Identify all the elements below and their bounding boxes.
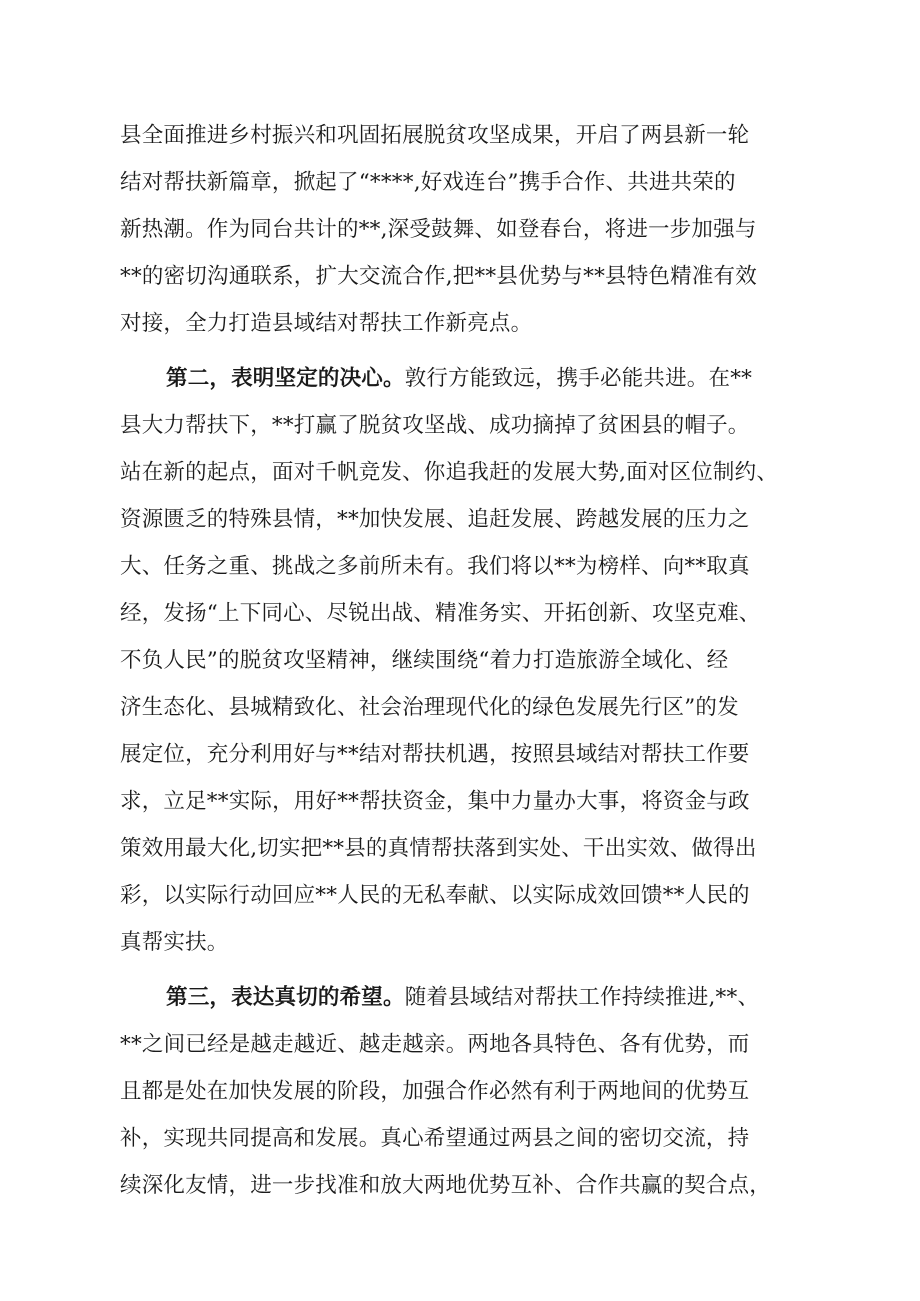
text-run: 敦行方能致远，携手必能共进。在** — [404, 366, 753, 391]
text-line: 策效用最大化,切实把**县的真情帮扶落到实处、干出实效、做得出 — [120, 836, 757, 861]
text-line: 结对帮扶新篇章，掀起了“****,好戏连台”携手合作、共进共荣的 — [120, 170, 736, 195]
text-line: 求，立足**实际，用好**帮扶资金，集中力量办大事，将资金与政 — [120, 789, 750, 814]
text-line: 彩，以实际行动回应**人民的无私奉献、以实际成效回馈**人民的 — [120, 883, 750, 908]
paragraph-heading: 第二，表明坚定的决心。 — [166, 366, 405, 391]
paragraph-2 — [120, 355, 810, 966]
text-line: 且都是处在加快发展的阶段，加强合作必然有利于两地间的优势互 — [120, 1079, 750, 1104]
text-line: 不负人民”的脱贫攻坚精神，继续围绕“着力打造旅游全域化、经 — [120, 648, 729, 673]
text-line: 续深化友情，进一步找准和放大两地优势互补、合作共赢的契合点， — [120, 1173, 772, 1198]
text-line: 站在新的起点，面对千帆竞发、你追我赶的发展大势,面对区位制约、 — [120, 460, 779, 485]
text-line: 大、任务之重、挑战之多前所未有。我们将以**为榜样、向**取真 — [120, 554, 750, 579]
text-line: 县全面推进乡村振兴和巩固拓展脱贫攻坚成果，开启了两县新一轮 — [120, 123, 750, 148]
text-line: 补，实现共同提高和发展。真心希望通过两县之间的密切交流，持 — [120, 1126, 750, 1151]
text-line: 真帮实扶。 — [120, 930, 229, 955]
text-line-first — [120, 974, 810, 1021]
text-line: 对接，全力打造县域结对帮扶工作新亮点。 — [120, 311, 533, 336]
text-line: 经，发扬“上下同心、尽锐出战、精准务实、开拓创新、攻坚克难、 — [120, 601, 761, 626]
text-line: 展定位，充分利用好与**结对帮扶机遇，按照县域结对帮扶工作要 — [120, 742, 750, 767]
text-run: 随着县域结对帮扶工作持续推进,**、 — [404, 985, 760, 1010]
text-line: 新热潮。作为同台共计的**,深受鼓舞、如登春台，将进一步加强与 — [120, 217, 757, 242]
text-line: 资源匮乏的特殊县情，**加快发展、追赶发展、跨越发展的压力之 — [120, 507, 750, 532]
text-line: **之间已经是越走越近、越走越亲。两地各具特色、各有优势，而 — [120, 1032, 750, 1057]
text-line: 县大力帮扶下，**打赢了脱贫攻坚战、成功摘掉了贫困县的帽子。 — [120, 413, 750, 438]
paragraph-heading: 第三，表达真切的希望。 — [166, 985, 405, 1010]
text-line: 济生态化、县城精致化、社会治理现代化的绿色发展先行区”的发 — [120, 695, 739, 720]
document-page — [120, 112, 810, 1217]
text-line-first — [120, 355, 810, 402]
text-line: **的密切沟通联系，扩大交流合作,把**县优势与**县特色精准有效 — [120, 264, 757, 289]
paragraph-3 — [120, 974, 810, 1209]
paragraph-1 — [120, 112, 810, 347]
